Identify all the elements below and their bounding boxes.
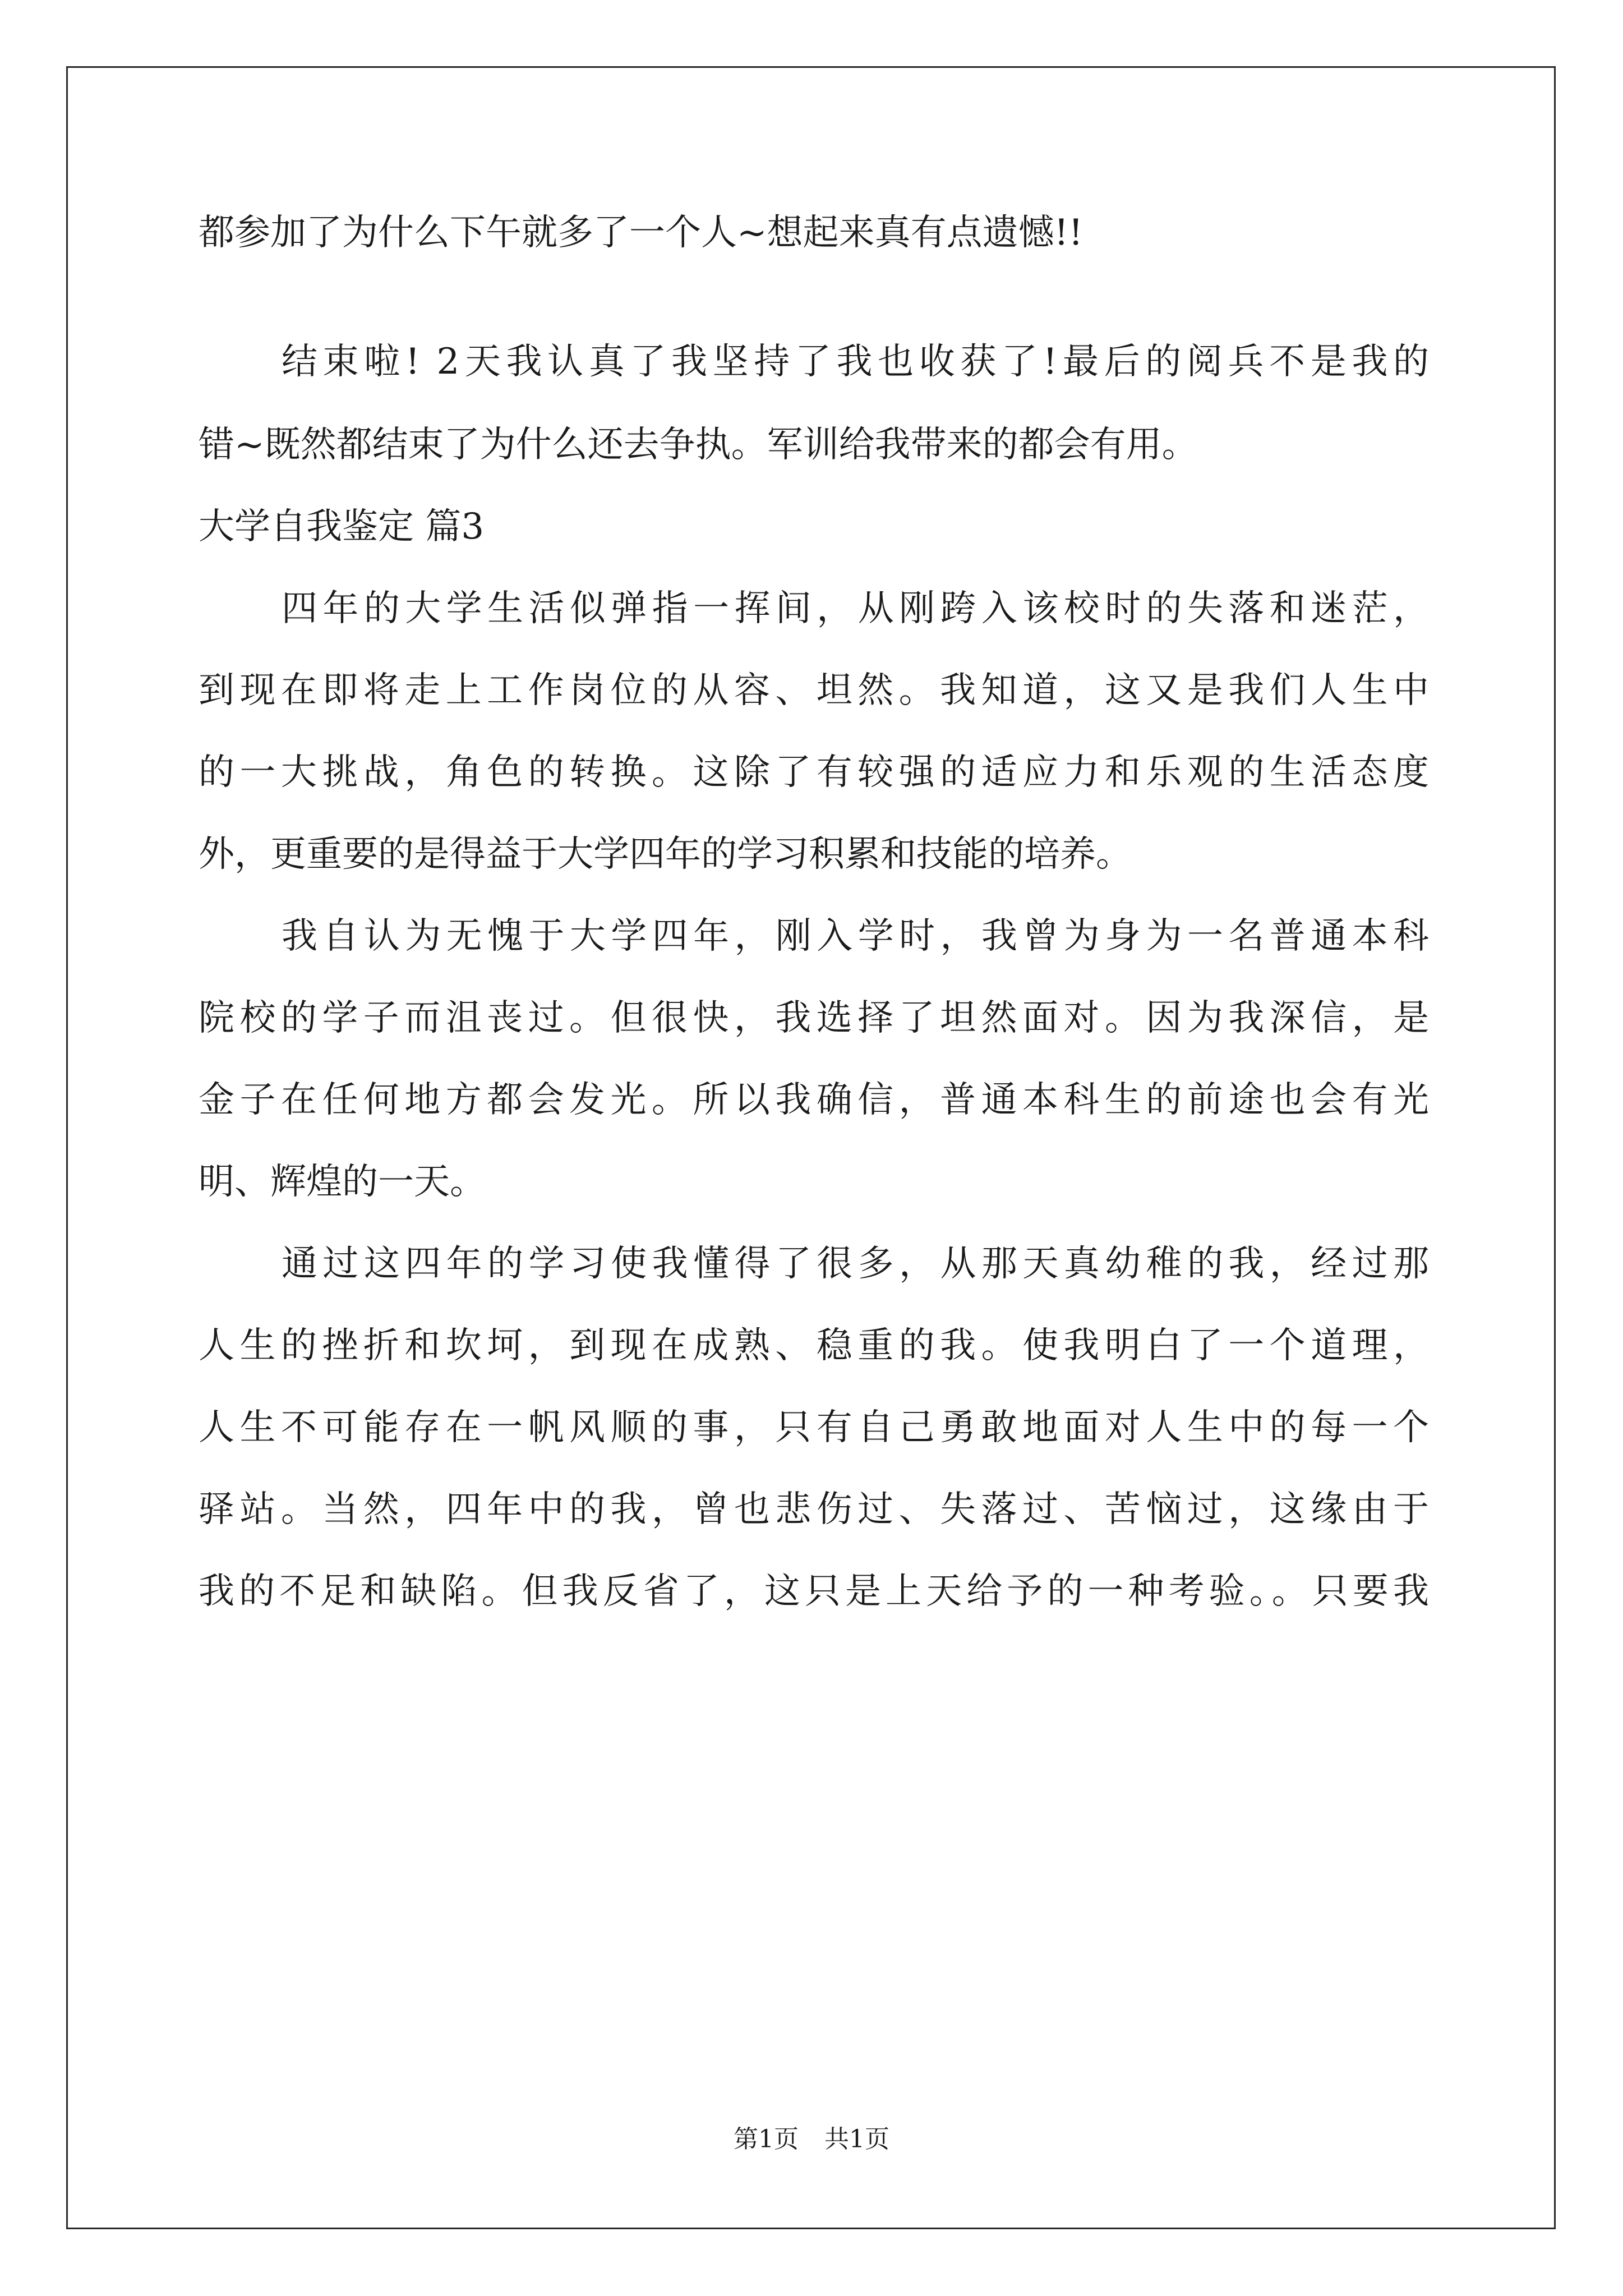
text-line: 错~既然都结束了为什么还去争执。军训给我带来的都会有用。 (199, 424, 1198, 466)
paragraph-first-line: 通过这四年的学习使我懂得了很多，从那天真幼稚的我，经过那 (282, 1243, 1429, 1285)
page-footer (0, 2123, 1623, 2156)
text-line: 的一大挑战，角色的转换。这除了有较强的适应力和乐观的生活态度 (199, 752, 1429, 793)
page-number: 第1页 (734, 2125, 799, 2154)
text-line: 都参加了为什么下午就多了一个人~想起来真有点遗憾!! (199, 212, 1083, 254)
text-line: 驿站。当然，四年中的我，曾也悲伤过、失落过、苦恼过，这缘由于 (199, 1489, 1429, 1530)
paragraph-first-line: 四年的大学生活似弹指一挥间，从刚跨入该校时的失落和迷茫， (282, 588, 1429, 629)
section-heading: 大学自我鉴定 篇3 (199, 506, 485, 547)
text-line: 外，更重要的是得益于大学四年的学习积累和技能的培养。 (199, 834, 1132, 875)
text-line: 到现在即将走上工作岗位的从容、坦然。我知道，这又是我们人生中 (199, 670, 1429, 711)
text-line: 人生的挫折和坎坷，到现在成熟、稳重的我。使我明白了一个道理， (199, 1325, 1429, 1366)
page-total: 共1页 (824, 2125, 889, 2154)
text-line: 金子在任何地方都会发光。所以我确信，普通本科生的前途也会有光 (199, 1079, 1429, 1121)
text-line: 院校的学子而沮丧过。但很快，我选择了坦然面对。因为我深信，是 (199, 997, 1429, 1039)
text-line: 我的不足和缺陷。但我反省了，这只是上天给予的一种考验。。只要我 (199, 1571, 1429, 1612)
paragraph-first-line: 结束啦! 2天我认真了我坚持了我也收获了!最后的阅兵不是我的 (282, 341, 1429, 383)
text-line: 人生不可能存在一帆风顺的事，只有自己勇敢地面对人生中的每一个 (199, 1407, 1429, 1448)
paragraph-first-line: 我自认为无愧于大学四年，刚入学时，我曾为身为一名普通本科 (282, 915, 1429, 957)
text-line: 明、辉煌的一天。 (199, 1161, 486, 1203)
page-border (66, 66, 1556, 2229)
